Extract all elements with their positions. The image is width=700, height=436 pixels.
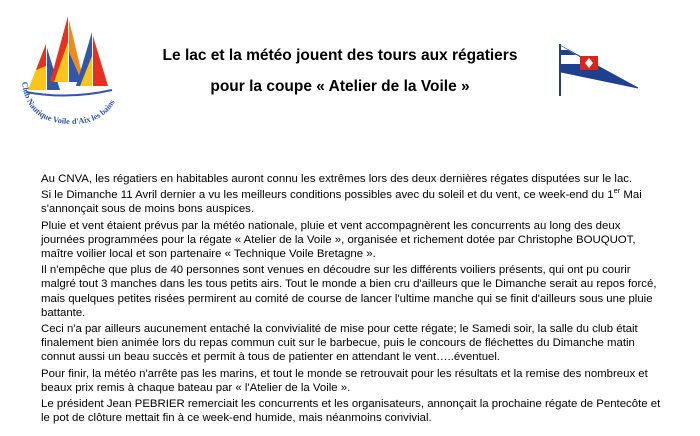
paragraph-2: [41, 188, 665, 216]
title-line-1: Le lac et la météo jouent des tours aux régatiers: [162, 47, 518, 64]
paragraph-7: Le président Jean PEBRIER remerciait les concurrents et les organisateurs, annonçait la prochaine régate de Pentecôte et le pot de clôture mettait fin à ce week-end humide, mais néanmoins convivial.: [41, 398, 661, 425]
paragraph-5: Ceci n'a par ailleurs aucunement entaché la convivialité de mise pour cette régate; le Samedi soir, la salle du club était finalement bien animée lors du repas commun cuit sur le barbecue, puis le concours de fléchettes du Dimanche matin connut aussi un beau succès et permit à tous de patienter en attendant le vent…..éventuel.: [41, 323, 638, 364]
paragraph-2-text: Si le Dimanche 11 Avril dernier a vu les meilleurs conditions possibles avec du soleil et du vent, ce week-end du 1: [41, 189, 614, 202]
club-name-arc: Club Nautique Voile d'Aix les bains: [19, 81, 117, 127]
superscript-er: er: [613, 186, 621, 196]
article-body: [41, 172, 665, 427]
title-line-2: pour la coupe « Atelier de la Voile »: [210, 78, 470, 95]
paragraph-2-rest: Mai s'annonçait sous de moins bons auspices.: [41, 189, 642, 216]
paragraph-1: Au CNVA, les régatiers en habitables auront connu les extrêmes lors des deux dernières régates disputées sur le lac.: [41, 173, 633, 185]
club-logo: [16, 12, 128, 128]
paragraph-6: Pour finir, la météo n'arrête pas les marins, et tout le monde se retrouvait pour les résultats et la remise des nombreux et beaux prix remis à chaque bateau par « l'Atelier de la Voile ».: [41, 367, 648, 394]
article-title: [120, 40, 560, 102]
sail-center: [50, 16, 84, 82]
paragraph-4: Il n'empêche que plus de 40 personnes sont venues en découdre sur les différents voiliers présents, qui ont pu courir malgré tout 3 manches dans les tous petits airs. Tout le monde a bien cru d'ailleurs que le Dimanche serait au repos forcé, mais quelques petites risées permirent au comité de course de lancer l'ultime manche qui se finit d'ailleurs sous une pluie battante.: [41, 264, 657, 319]
club-flag-icon: [556, 42, 640, 96]
sail-right: [76, 32, 108, 86]
paragraph-3: Pluie et vent étaient prévus par la météo nationale, pluie et vent accompagnèrent les concurrents au long des deux journées programmées pour la régate « Atelier de la Voile », organisée et richement dotée par Christophe BOUQUOT, maître voilier local et son partenaire « Technique Voile Bretagne ».: [41, 219, 636, 261]
